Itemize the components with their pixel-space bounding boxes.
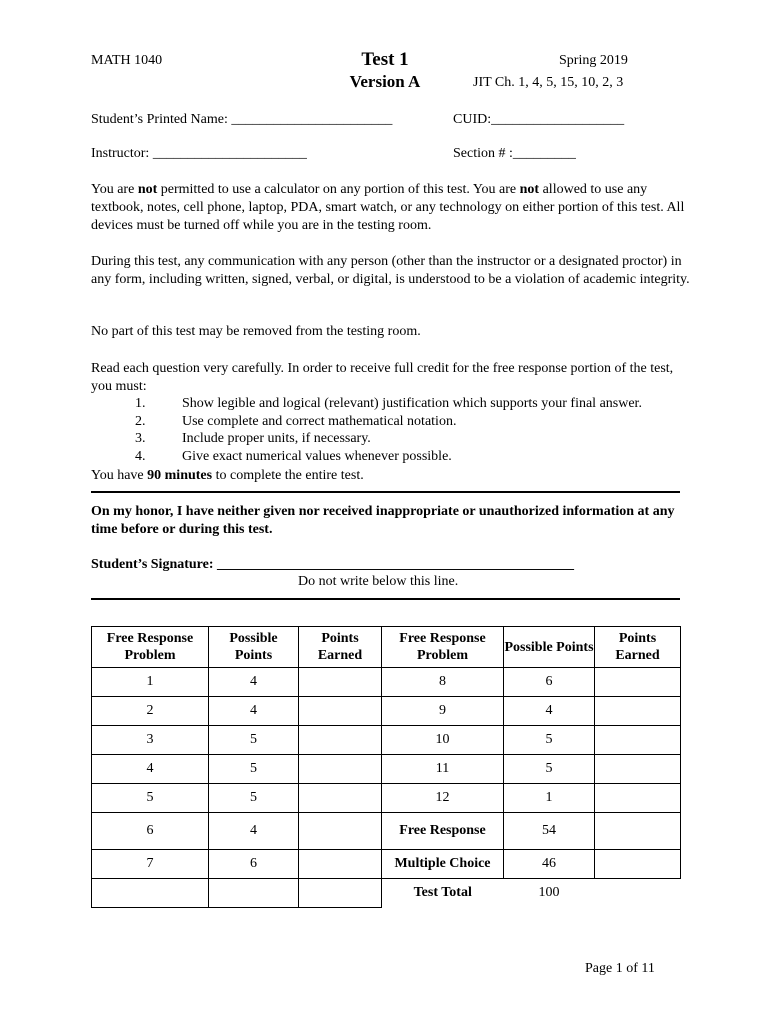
points-earned-cell[interactable] <box>299 879 382 908</box>
removal-policy: No part of this test may be removed from the testing room. <box>91 324 421 339</box>
table-row <box>92 668 681 697</box>
problem-number: 9 <box>382 697 504 726</box>
problem-number: 11 <box>382 755 504 784</box>
points-earned-cell[interactable] <box>595 726 681 755</box>
multiple-choice-total-label: Multiple Choice <box>382 850 504 879</box>
points-earned-cell[interactable] <box>299 697 382 726</box>
table-row <box>92 784 681 813</box>
possible-points: 54 <box>504 813 595 850</box>
column-header: Points Earned <box>299 627 382 668</box>
table-row <box>92 726 681 755</box>
list-item: 3. Include proper units, if necessary. <box>135 431 371 446</box>
possible-points: 6 <box>504 668 595 697</box>
possible-points: 5 <box>209 755 299 784</box>
problem-number: 8 <box>382 668 504 697</box>
points-earned-cell[interactable] <box>299 755 382 784</box>
divider <box>91 491 680 493</box>
column-header: Points Earned <box>595 627 681 668</box>
points-earned-cell[interactable] <box>595 668 681 697</box>
column-header: Free Response Problem <box>382 627 504 668</box>
list-item: 1. Show legible and logical (relevant) justification which supports your final answer. <box>135 396 642 411</box>
do-not-write-note: Do not write below this line. <box>298 574 459 589</box>
score-table <box>91 626 681 908</box>
problem-number: 4 <box>92 755 209 784</box>
test-version: Version A <box>349 72 421 91</box>
test-total-label: Test Total <box>413 885 472 901</box>
page-number: Page 1 of 11 <box>585 961 655 976</box>
test-total-earned[interactable] <box>595 879 681 908</box>
problem-number: 2 <box>92 697 209 726</box>
points-earned-cell[interactable] <box>595 755 681 784</box>
points-earned-cell[interactable] <box>595 850 681 879</box>
points-earned-cell[interactable] <box>595 697 681 726</box>
student-name-field[interactable]: Student’s Printed Name: _______________________ <box>91 112 393 127</box>
possible-points: 46 <box>504 850 595 879</box>
reading-instructions: Read each question very carefully. In order to receive full credit for the free response portion of the test, you must: <box>91 361 674 394</box>
table-row <box>92 879 681 908</box>
list-item: 4. Give exact numerical values whenever possible. <box>135 448 452 464</box>
points-earned-cell[interactable] <box>299 784 382 813</box>
points-earned-cell[interactable] <box>595 813 681 850</box>
possible-points: 6 <box>209 850 299 879</box>
signature-field[interactable]: Student’s Signature: ___________________________________________________ <box>91 557 575 572</box>
term: Spring 2019 <box>559 53 628 68</box>
problem-number: 3 <box>92 726 209 755</box>
instructor-field[interactable]: Instructor: ______________________ <box>91 146 307 161</box>
course-code: MATH 1040 <box>91 53 163 68</box>
possible-points: 4 <box>209 697 299 726</box>
possible-points: 5 <box>504 726 595 755</box>
table-row <box>92 697 681 726</box>
possible-points <box>209 879 299 908</box>
cuid-field[interactable]: CUID:___________________ <box>453 112 625 127</box>
column-header: Possible Points <box>209 627 299 668</box>
points-earned-cell[interactable] <box>299 850 382 879</box>
problem-number: 7 <box>92 850 209 879</box>
table-row <box>92 813 681 850</box>
section-field[interactable]: Section # :_________ <box>453 146 576 161</box>
problem-number: 10 <box>382 726 504 755</box>
requirements-list <box>91 395 642 465</box>
points-earned-cell[interactable] <box>595 784 681 813</box>
possible-points: 4 <box>209 813 299 850</box>
possible-points: 5 <box>504 755 595 784</box>
problem-number: 6 <box>92 813 209 850</box>
column-header: Free Response Problem <box>92 627 209 668</box>
points-earned-cell[interactable] <box>299 726 382 755</box>
test-title: Test 1 <box>361 49 409 70</box>
test-total-points: 100 <box>538 885 560 901</box>
problem-number <box>92 879 209 908</box>
list-item: 2. Use complete and correct mathematical notation. <box>135 413 457 429</box>
table-row <box>92 755 681 784</box>
chapters: JIT Ch. 1, 4, 5, 15, 10, 2, 3 <box>473 75 624 90</box>
points-earned-cell[interactable] <box>299 668 382 697</box>
possible-points: 1 <box>504 784 595 813</box>
calculator-policy: You are not permitted to use a calculator on any portion of this test. You are not allowed to use any textbook, notes, cell phone, laptop, PDA, smart watch, or any technology on either portion of this test. All devices must be turned off while you are in the testing room. <box>91 182 685 233</box>
table-header-row <box>92 627 681 668</box>
communication-policy: During this test, any communication with any person (other than the instructor or a designated proctor) in any form, including written, signed, verbal, or digital, is understood to be a violation of academic integrity. <box>91 254 690 287</box>
table-row <box>92 850 681 879</box>
possible-points: 4 <box>504 697 595 726</box>
free-response-total-label: Free Response <box>382 813 504 850</box>
honor-statement: On my honor, I have neither given nor received inappropriate or unauthorized information at any time before or during this test. <box>91 504 675 537</box>
possible-points: 5 <box>209 784 299 813</box>
time-limit: You have 90 minutes to complete the entire test. <box>91 468 364 483</box>
problem-number: 1 <box>92 668 209 697</box>
column-header: Possible Points <box>504 627 595 668</box>
divider <box>91 598 680 600</box>
possible-points: 5 <box>209 726 299 755</box>
problem-number: 12 <box>382 784 504 813</box>
problem-number: 5 <box>92 784 209 813</box>
points-earned-cell[interactable] <box>299 813 382 850</box>
possible-points: 4 <box>209 668 299 697</box>
